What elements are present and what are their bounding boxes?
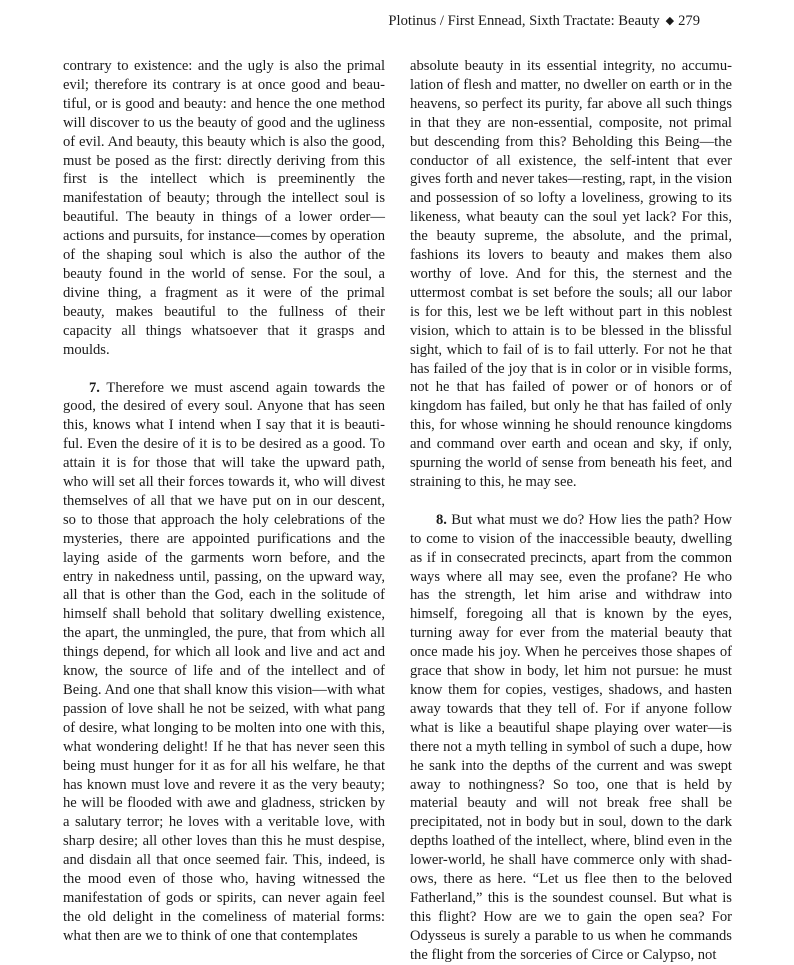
section-7-paragraph: [63, 379, 385, 946]
left-column: [63, 57, 385, 946]
header-author: Plotinus /: [388, 13, 444, 29]
paragraph-continuation: contrary to existence: and the ugly is also the primal evil; therefore its contrary is at once good and beautiful, or is good and beauty: and hence the one method will discover to us the beauty of good and the ugliness of evil. And beauty, this beauty which is also the good, must be posed as the first: directly deriving from this first is the intellect which is preeminently the manifestation of beauty; through the intellect soul is beautiful. The beauty in things of a lower order—actions and pursuits, for instance—comes by operation of the shaping soul which is also the author of the beauty found in the world of sense. For the soul, a divine thing, a fragment as it were of the primal beauty, makes beautiful to the fullness of their capacity all things whatsoever that it grasps and moulds.: [63, 58, 385, 358]
right-column: [410, 57, 732, 965]
section-number: 8.: [436, 511, 447, 528]
page-number: 279: [678, 13, 700, 29]
paragraph-continuation: absolute beauty in its essential integrity, no accumulation of flesh and matter, no dweller on earth or in the heavens, so perfect its purity, far above all such things in that they are non-essential, composite, not primal but descending from this? Beholding this Being—the conductor of all existence, the self-intent that ever gives forth and never takes—resting, rapt, in the vision and possession of so lofty a loveliness, growing to its likeness, what beauty can the soul yet lack? For this, the beauty supreme, the absolute, and the primal, fashions its lovers to beauty and makes them also worthy of love. And for this, the sternest and the uttermost combat is set before the souls; all our labor is for this, lest we be left without part in this noblest vision, which to attain is to be blessed in the blissful sight, which to fail of is to fail utterly. For not he that has failed of the joy that is in color or in visible forms, not he that has failed of power or of honors or of kingdom has failed, but only he that has failed of only this, for whose winning he should renounce kingdoms and command over earth and ocean and sky, if only, spurning the world of sense from beneath his feet, and straining to this, he may see.: [410, 58, 732, 490]
diamond-ornament-icon: ◆: [665, 15, 675, 27]
section-8-paragraph: [410, 511, 732, 965]
section-7-text: Therefore we must ascend again towards the good, the desired of every soul. Anyone that has seen this, knows what I intend when I say that it is beautiful. Even the desire of it is to be desired as a good. To attain it is for those that will take the upward path, who will set all their forces towards it, who will divest themselves of all that we have put on in our descent, so to those that approach the holy celebrations of the mysteries, there are appointed purifications and the laying aside of the garments worn before, and the entry in nakedness until, passing, on the upward way, all that is other than the God, each in the solitude of himself shall behold that solitary dwelling existence, the apart, the unmingled, the pure, that from which all things depend, for which all look and live and act and know, the source of life and of the intellect and of Being. And one that shall know this vision—with what passion of love shall he not be seized, with what pang of desire, what longing to be molten into one with this, what wondering delight! If he that has never seen this being must hunger for it as for all his welfare, he that has known must love and revere it as the very beauty; he will be flooded with awe and gladness, stricken by a salutary terror; he loves with a veritable love, with sharp desire; all other loves than this he must despise, and disdain all that once seemed fair. This, indeed, is the mood even of those who, having witnessed the manifestation of gods or spirits, can never again feel the old delight in the comeliness of material forms: what then are we to think of one that contemplates: [63, 379, 386, 944]
section-8-text: But what must we do? How lies the path? How to come to vision of the inaccessible beauty, dwelling as if in consecrated precincts, apart from the common ways where all may see, even the profane? He who has the strength, let him arise and withdraw into himself, foregoing all that is known by the eyes, turning away for ever from the material beauty that once made his joy. When he perceives those shapes of grace that show in body, let him not pursue: he must know them for copies, vestiges, shadows, and hasten away towards that they tell of. For if anyone follow what is like a beautiful shape playing over water—is there not a myth telling in symbol of such a dupe, how he sank into the depths of the current and was swept away to nothingness? So too, one that is held by material beauty and will not break free shall be precipitated, not in body but in soul, down to the dark depths loathed of the intellect, where, blind even in the lower-world, he shall have commerce only with shadows, there as here. “Let us flee then to the beloved Fatherland,” this is the soundest counsel. But what is this flight? How are we to gain the open sea? For Odysseus is surely a parable to us when he commands the flight from the sorceries of Circe or Calypso, not: [410, 511, 732, 963]
section-number: 7.: [89, 379, 100, 396]
header-title: First Ennead, Sixth Tractate: Beauty: [447, 13, 660, 29]
running-head: [388, 12, 700, 30]
